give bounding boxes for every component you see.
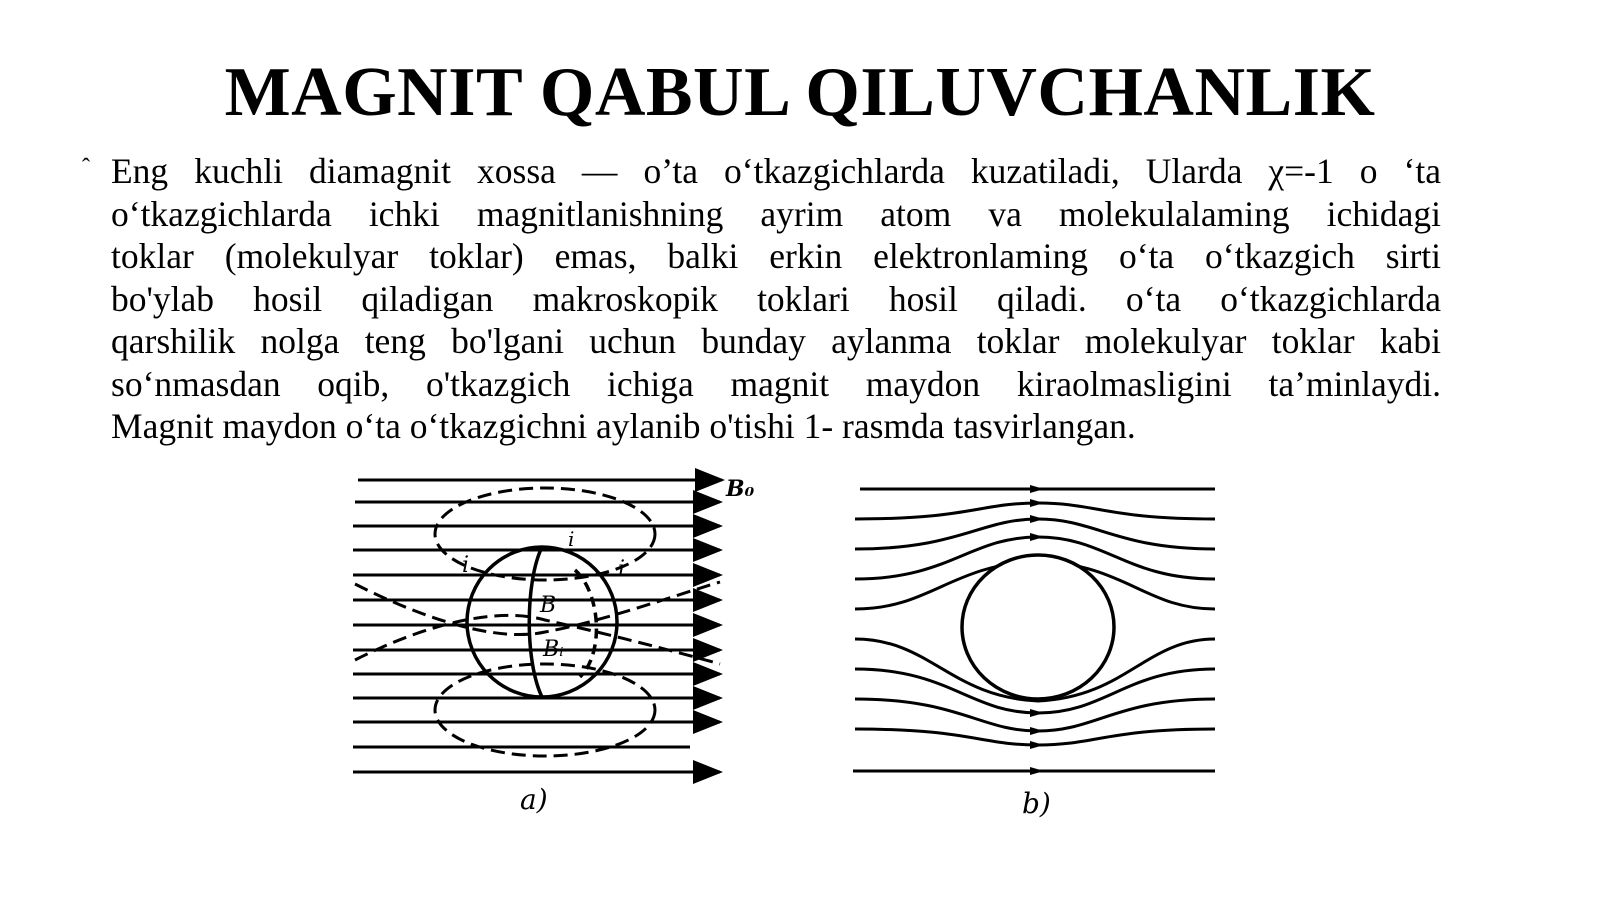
figure-b-field-expulsion <box>850 475 1230 785</box>
paragraph-text <box>111 150 1441 448</box>
slide-title: MAGNIT QABUL QILUVCHANLIK <box>224 54 1376 131</box>
paragraph-line: Eng kuchli diamagnit xossa — o’ta o‘tkazgichlarda kuzatiladi, Ularda χ=-1 o ‘ta <box>111 151 1441 191</box>
paragraph-line: so‘nmasdan oqib, o'tkazgich ichiga magnit maydon kiraolmasligini ta’minlaydi. <box>111 363 1441 404</box>
induced-current-loops <box>355 488 720 756</box>
paragraph-line: qarshilik nolga teng bo'lgani uchun bunday aylanma toklar molekulyar toklar kabi <box>111 321 1441 361</box>
superconductor-sphere-b <box>962 555 1114 699</box>
current-label-right: i <box>618 557 626 582</box>
current-label-left: i <box>462 553 470 578</box>
figure-a-field-penetration <box>350 472 770 822</box>
paragraph-line: o‘tkazgichlarda ichki magnitlanishning ayrim atom va molekulalaming ichidagi <box>111 193 1441 234</box>
inner-label-bi: Bᵢ <box>543 637 564 662</box>
paragraph-line: toklar (molekulyar toklar) emas, balki erkin elektronlaming o‘ta o‘tkazgich sirti <box>111 236 1441 276</box>
inner-label-b: B <box>540 593 557 618</box>
current-label-top: i <box>568 527 575 551</box>
figure-b-caption: b) <box>1022 787 1051 820</box>
field-label-b0: B₀ <box>726 476 755 502</box>
paragraph-line: Magnit maydon o‘ta o‘tkazgichni aylanib o'tishi 1- rasmda tasvirlangan. <box>111 406 1136 446</box>
field-lines-a <box>353 480 722 772</box>
figure-a-caption: a) <box>520 783 548 816</box>
bullet-icon: ˆ <box>82 155 90 181</box>
paragraph-line: bo'ylab hosil qiladigan makroskopik toklari hosil qiladi. o‘ta o‘tkazgichlarda <box>111 278 1441 319</box>
